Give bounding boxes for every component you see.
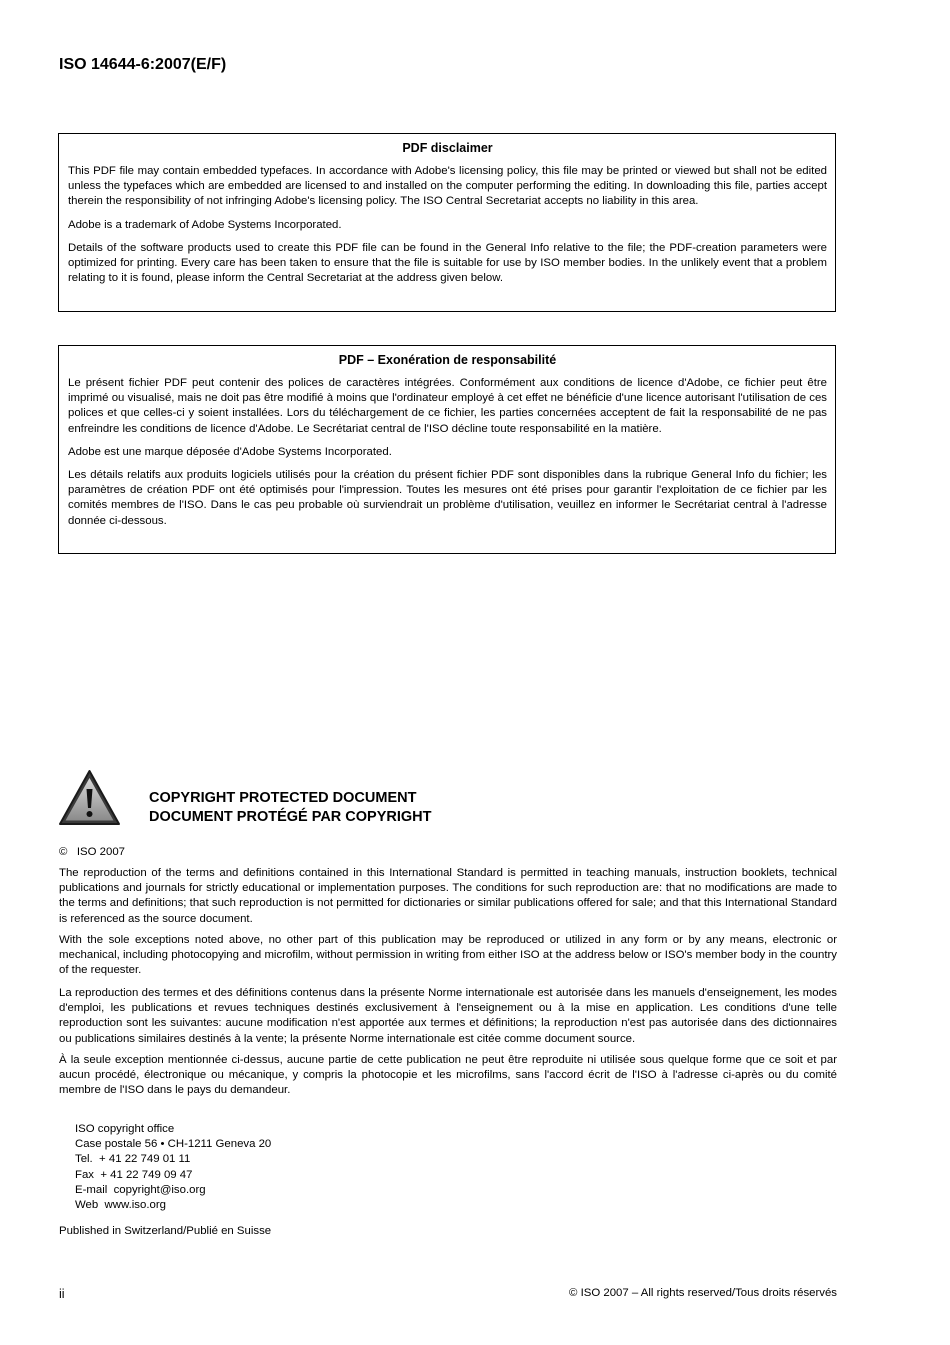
warning-icon: [58, 769, 121, 827]
copyright-title-en: COPYRIGHT PROTECTED DOCUMENT: [149, 790, 417, 806]
copyright-title-fr: DOCUMENT PROTÉGÉ PAR COPYRIGHT: [149, 809, 432, 825]
copyright-paragraph: La reproduction des termes et des définitions contenus dans la présente Norme internationale est autorisée dans les manuels d'enseignement, les modes d'emploi, les publications et revues techniques destinés exclusivement à l'enseignement ou à la mise en application. Les conditions d'une telle reproduction sont les suivantes: aucune modification n'est apportée aux termes et définitions; la reproduction n'est pas autorisée dans des dictionnaires ou publications similaires destinés à la vente; la présente Norme internationale est citée comme document source.: [59, 987, 837, 1045]
address-line: E-mail copyright@iso.org: [75, 1183, 206, 1196]
disclaimer-paragraph: This PDF file may contain embedded typefaces. In accordance with Adobe's licensing policy, this file may be printed or viewed but shall not be edited unless the typefaces which are embedded are licensed to and installed on the computer performing the editing. In downloading this file, parties accept therein the responsibility of not infringing Adobe's licensing policy. The ISO Central Secretariat accepts no liability in this area.: [68, 165, 827, 208]
address-line: Case postale 56 • CH-1211 Geneva 20: [75, 1138, 272, 1151]
copyright-title: [149, 789, 432, 827]
disclaimer-fr-paragraph: Le présent fichier PDF peut contenir des polices de caractères intégrées. Conformément aux conditions de licence d'Adobe, ce fichier peut être imprimé ou visualisé, mais ne doit pas être modifié à moins que l'ordinateur employé à cet effet ne bénéficie d'une licence autorisant l'utilisation de ces polices et que celles-ci y soient installées. Lors du téléchargement de ce fichier, les parties concernées acceptent de fait la responsabilité de ne pas enfreindre les conditions de licence d'Adobe. Le Secrétariat central de l'ISO décline toute responsabilité en la matière.: [68, 377, 827, 435]
copyright-paragraph: À la seule exception mentionnée ci-dessus, aucune partie de cette publication ne peut être reproduite ni utilisée sous quelque forme que ce soit et par aucun procédé, électronique ou mécanique, y compris la photocopie et les microfilms, sans l'accord écrit de l'ISO à l'adresse ci-après ou du comité membre de l'ISO dans le pays du demandeur.: [59, 1053, 837, 1097]
disclaimer-paragraph: Adobe is a trademark of Adobe Systems Incorporated.: [68, 218, 342, 231]
copyright-paragraph: The reproduction of the terms and definitions contained in this International Standard is permitted in teaching manuals, instruction booklets, technical publications and journals for strictly educational or implementation purposes. The conditions for such reproduction are: that no modifications are made to the terms and definitions; that such reproduction is not permitted for dictionaries or similar publications offered for sale; and that this International Standard is referenced as the source document.: [59, 867, 837, 925]
document-header: ISO 14644-6:2007(E/F): [59, 56, 227, 73]
address-line: ISO copyright office: [75, 1123, 175, 1135]
pdf-disclaimer-title: PDF disclaimer: [402, 141, 493, 155]
footer-rights: © ISO 2007 – All rights reserved/Tous droits réservés: [569, 1287, 837, 1299]
pdf-disclaimer-fr-title: PDF – Exonération de responsabilité: [338, 353, 557, 367]
disclaimer-fr-paragraph: Adobe est une marque déposée d'Adobe Systems Incorporated.: [68, 445, 392, 458]
copyright-text-en: [59, 866, 837, 984]
page-number: ii: [59, 1287, 65, 1301]
address-line: Fax + 41 22 749 09 47: [75, 1168, 193, 1181]
copyright-notice: © ISO 2007: [59, 846, 126, 858]
copyright-paragraph: With the sole exceptions noted above, no other part of this publication may be reproduced or utilized in any form or by any means, electronic or mechanical, including photocopying and microfilm, without permission in writing from either ISO at the address below or ISO's member body in the country of the requester.: [59, 933, 837, 977]
iso-address: [75, 1122, 271, 1213]
address-line: Web www.iso.org: [75, 1199, 166, 1212]
copyright-text-fr: [59, 986, 837, 1104]
pdf-disclaimer-box: [58, 133, 836, 312]
disclaimer-paragraph: Details of the software products used to create this PDF file can be found in the General Info relative to the file; the PDF-creation parameters were optimized for printing. Every care has been taken to ensure that the file is suitable for use by ISO member bodies. In the unlikely event that a problem relating to it is found, please inform the Central Secretariat at the address given below.: [68, 241, 827, 285]
disclaimer-fr-paragraph: Les détails relatifs aux produits logiciels utilisés pour la création du présent fichier PDF sont disponibles dans la rubrique General Info du fichier; les paramètres de création PDF ont été optimisés pour l'impression. Toutes les mesures ont été prises pour garantir l'exploitation de ce fichier par les comités membres de l'ISO. Dans le cas peu probable où surviendrait un problème d'utilisation, veuillez en informer le Secrétariat central à l'adresse donnée ci-dessous.: [68, 469, 827, 527]
published-note: Published in Switzerland/Publié en Suisse: [59, 1225, 272, 1237]
pdf-disclaimer-fr-box: [58, 345, 836, 554]
address-line: Tel. + 41 22 749 01 11: [75, 1153, 191, 1166]
